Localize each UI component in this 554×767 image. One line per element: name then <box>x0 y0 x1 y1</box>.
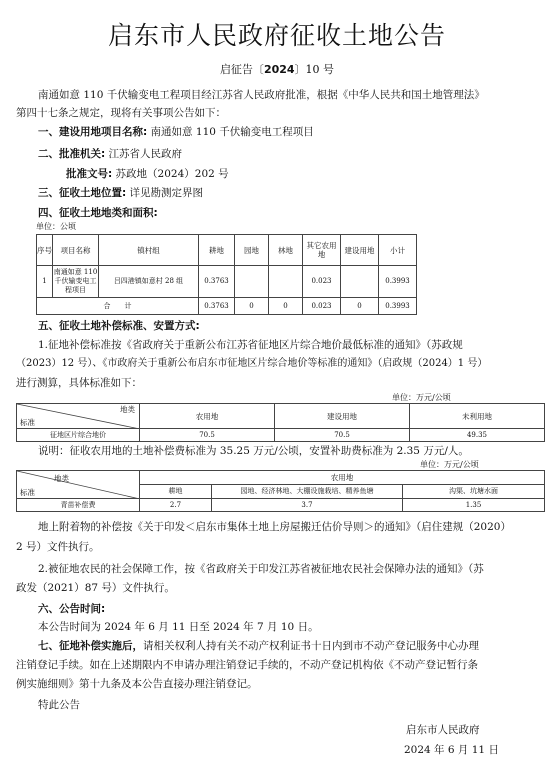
section-3-label: 三、征收土地位置: <box>38 187 127 199</box>
table3-value: 1.35 <box>403 499 545 512</box>
doc-year: 2024 <box>263 63 295 76</box>
table2-row-label: 征地区片综合地价 <box>17 429 140 442</box>
section-7-line-3: 例实施细则》第十九条及本公告直接办理注销登记。 <box>16 678 258 690</box>
section-project-name <box>38 123 314 141</box>
table3-header-cell: 沟渠、坑塘水面 <box>403 485 545 499</box>
total-gengdi: 0.3763 <box>199 298 235 315</box>
table3-header-cell: 园地、经济林地、大棚设施栽培、精养鱼塘 <box>212 485 403 499</box>
signature-date: 2024 年 6 月 11 日 <box>404 744 499 756</box>
section-land-type-area <box>38 204 158 222</box>
document-number <box>0 61 554 77</box>
row-build <box>341 266 379 298</box>
total-subtotal: 0.3993 <box>379 298 417 315</box>
table2-value: 49.35 <box>410 429 545 442</box>
section-1-value: 南通如意 110 千伏输变电工程项目 <box>150 126 314 138</box>
section-2b-value: 苏政地（2024）202 号 <box>115 168 229 180</box>
table3-value: 3.7 <box>212 499 403 512</box>
signature-org: 启东市人民政府 <box>406 724 480 736</box>
attachment-line-1: 地上附着物的补偿按《关于印发＜启东市集体土地上房屋搬迁估价导则＞的通知》（启住建规（2020） <box>38 521 511 533</box>
table2-header-cell: 农用地 <box>140 404 275 429</box>
table-row <box>17 429 545 442</box>
section-1-label: 一、建设用地项目名称: <box>38 126 148 138</box>
section-location <box>38 184 203 202</box>
table2-value: 70.5 <box>140 429 275 442</box>
table1-header-cell: 项目名称 <box>53 235 99 266</box>
table1-header-row <box>37 235 417 266</box>
table3-group-row <box>17 471 545 485</box>
section-approval-authority <box>38 145 182 163</box>
page-title: 启东市人民政府征收土地公告 <box>107 21 446 50</box>
comp-line-1: 1.征地补偿标准按《省政府关于重新公布江苏省征地区片综合地价最低标准的通知》（苏政规 <box>38 339 463 351</box>
table1-unit: 单位：公顷 <box>36 222 76 231</box>
intro-line-1: 南通如意 110 千伏输变电工程项目经江苏省人民政府批准，根据《中华人民共和国土地管理法》 <box>38 89 485 101</box>
section-2b-label: 批准文号: <box>66 168 113 180</box>
doc-suffix: 〕10 号 <box>294 63 335 76</box>
table1-header-cell: 园地 <box>235 235 269 266</box>
row-gengdi: 0.3763 <box>199 266 235 298</box>
total-lindi: 0 <box>269 298 303 315</box>
social-line-2: 政发（2021）87 号）文件执行。 <box>16 582 175 594</box>
table2-header-cell: 建设用地 <box>275 404 410 429</box>
section-7-line-2: 注销登记手续。如在上述期限内不申请办理注销登记手续的，不动产登记机构依《不动产登记暂行条 <box>16 659 478 671</box>
table-total-row <box>37 298 417 315</box>
table2-corner-bottom: 标准 <box>20 418 35 427</box>
section-4-label: 四、征收土地地类和面积: <box>38 207 158 219</box>
section-7-label: 七、征地补偿实施后， <box>38 640 143 652</box>
row-project-name: 南通如意 110 千伏输变电工程项目 <box>53 266 99 298</box>
section-period <box>38 600 105 618</box>
section-approval-number <box>66 165 229 183</box>
period-text: 本公告时间为 2024 年 6 月 11 日至 2024 年 7 月 10 日。 <box>38 621 319 633</box>
compensation-note: 说明：征收农用地的土地补偿费标准为 35.25 万元/公顷，安置补助费标准为 2.35 万元/人。 <box>38 445 469 457</box>
table3-corner-bottom: 标准 <box>20 488 35 497</box>
table2-corner-cell <box>17 404 140 429</box>
section-compensation <box>38 317 200 335</box>
table3-corner-cell <box>17 471 140 499</box>
table3-header-cell: 耕地 <box>140 485 212 499</box>
row-yuandi <box>235 266 269 298</box>
table1-header-cell: 镇村组 <box>99 235 199 266</box>
table3-value: 2.7 <box>140 499 212 512</box>
table3-group-header: 农用地 <box>140 471 545 485</box>
table2-unit: 单位：万元/公顷 <box>392 393 451 402</box>
row-other: 0.023 <box>303 266 341 298</box>
table2-value: 70.5 <box>275 429 410 442</box>
table3-corner-top: 地类 <box>54 474 69 483</box>
diagonal-line <box>17 471 140 499</box>
total-other: 0.023 <box>303 298 341 315</box>
row-number: 1 <box>37 266 53 298</box>
table2-corner-top: 地类 <box>120 405 135 414</box>
table1-header-cell: 序号 <box>37 235 53 266</box>
table2-header-row <box>17 404 545 429</box>
table1-header-cell: 耕地 <box>199 235 235 266</box>
section-2-value: 江苏省人民政府 <box>108 148 183 160</box>
land-area-table <box>36 234 417 315</box>
section-2-label: 二、批准机关: <box>38 148 106 160</box>
table-row <box>17 499 545 512</box>
comp-line-3: 进行测算，具体标准如下： <box>16 377 142 389</box>
section-7-line-1-text: 请相关权利人持有关不动产权利证书十日内到市不动产登记服务中心办理 <box>143 640 479 652</box>
price-standard-table <box>16 403 545 442</box>
row-subtotal: 0.3993 <box>379 266 417 298</box>
table-row <box>37 266 417 298</box>
social-line-1: 2.被征地农民的社会保障工作，按《省政府关于印发江苏省被征地农民社会保障办法的通知》（苏 <box>38 563 484 575</box>
row-village: 吕四港镇如意村 28 组 <box>99 266 199 298</box>
section-7-line-1 <box>38 637 479 655</box>
doc-prefix: 启征告〔 <box>219 63 264 76</box>
table2-header-cell: 未利用地 <box>410 404 545 429</box>
total-yuandi: 0 <box>235 298 269 315</box>
row-lindi <box>269 266 303 298</box>
section-5-label: 五、征收土地补偿标准、安置方式: <box>38 320 200 332</box>
table1-header-cell: 建设用地 <box>341 235 379 266</box>
table3-unit: 单位：万元/公顷 <box>420 460 479 469</box>
total-build: 0 <box>341 298 379 315</box>
comp-line-2: （2023）12 号）、《市政府关于重新公布启东市征地区片综合地价等标准的通知》（启政规（2024）1 号） <box>16 358 488 369</box>
section-3-value: 详见勘测定界图 <box>129 187 204 199</box>
crop-compensation-table <box>16 470 545 512</box>
table3-row-label: 青苗补偿费 <box>17 499 140 512</box>
closing-text: 特此公告 <box>38 699 80 711</box>
total-label: 合 计 <box>37 298 199 315</box>
table1-header-cell: 小计 <box>379 235 417 266</box>
section-6-label: 六、公告时间: <box>38 603 106 615</box>
table1-header-cell: 其它农用地 <box>303 235 341 266</box>
intro-line-2: 第四十七条之规定，现将有关事项公告如下： <box>16 107 226 119</box>
table1-header-cell: 林地 <box>269 235 303 266</box>
attachment-line-2: 2 号）文件执行。 <box>16 541 100 553</box>
